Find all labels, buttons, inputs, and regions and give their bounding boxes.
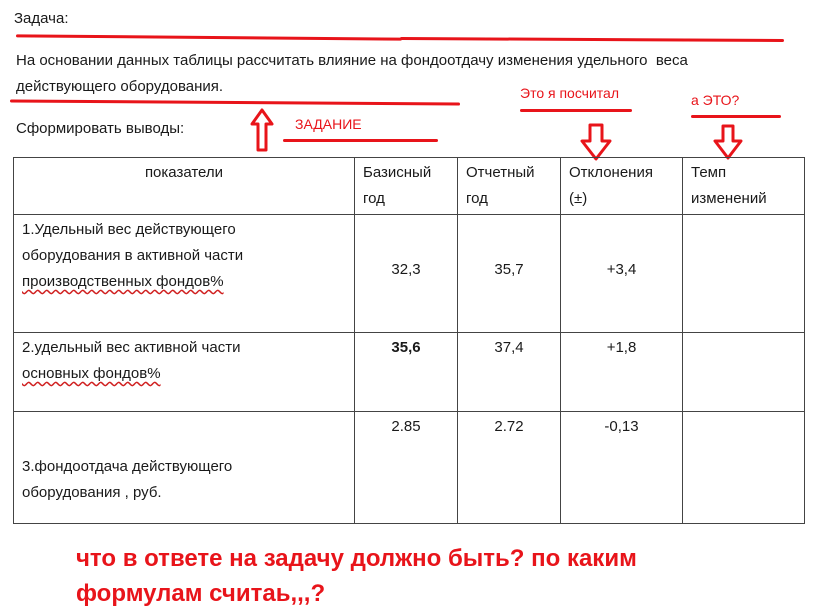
cell-deviation: -0,13 xyxy=(561,412,683,524)
table-header: Отклонения (±) xyxy=(561,158,683,215)
table-header: Отчетный год xyxy=(458,158,561,215)
annotation-zadanie: ЗАДАНИЕ xyxy=(295,116,362,132)
table-row xyxy=(14,333,805,412)
arrow-down-icon xyxy=(580,123,612,161)
cell-base: 35,6 xyxy=(355,333,458,412)
cell-report: 37,4 xyxy=(458,333,561,412)
task-label: Задача: xyxy=(14,10,69,27)
table-header: Темп изменений xyxy=(683,158,805,215)
row-label: 3.фондоотдача действующего оборудования , руб. xyxy=(14,412,355,524)
cell-deviation: +1,8 xyxy=(561,333,683,412)
row-label: 2.удельный вес активной части основных фондов% xyxy=(14,333,355,412)
underline-task-3 xyxy=(10,99,460,105)
table-header: Базисный год xyxy=(355,158,458,215)
table-row xyxy=(14,215,805,333)
question-line-1: что в ответе на задачу должно быть? по каким xyxy=(76,545,637,572)
cell-rate xyxy=(683,333,805,412)
data-table xyxy=(13,157,805,524)
annotation-what-is-this: а ЭТО? xyxy=(691,92,740,108)
arrow-down-icon xyxy=(713,124,743,160)
row-label: 1.Удельный вес действующего оборудования в активной части производственных фондов% xyxy=(14,215,355,333)
conclusions-label: Сформировать выводы: xyxy=(16,120,185,137)
underline-task-1 xyxy=(16,34,402,40)
cell-report: 35,7 xyxy=(458,215,561,333)
task-text-line-2: действующего оборудования. xyxy=(16,78,224,95)
underline-what xyxy=(691,115,781,118)
cell-rate xyxy=(683,215,805,333)
table-header: показатели xyxy=(14,158,355,215)
annotation-calculated: Это я посчитал xyxy=(520,85,619,101)
table-row xyxy=(14,412,805,524)
task-text-line-1: На основании данных таблицы рассчитать влияние на фондоотдачу изменения удельного веса xyxy=(16,52,688,69)
underline-task-2 xyxy=(400,37,784,42)
cell-rate xyxy=(683,412,805,524)
cell-base: 2.85 xyxy=(355,412,458,524)
cell-base: 32,3 xyxy=(355,215,458,333)
underline-calculated xyxy=(520,109,632,112)
underline-zadanie xyxy=(283,139,438,142)
cell-report: 2.72 xyxy=(458,412,561,524)
cell-deviation: +3,4 xyxy=(561,215,683,333)
question-line-2: формулам считаь,,,? xyxy=(76,580,326,607)
arrow-up-icon xyxy=(250,108,274,152)
table-header-row xyxy=(14,158,805,215)
